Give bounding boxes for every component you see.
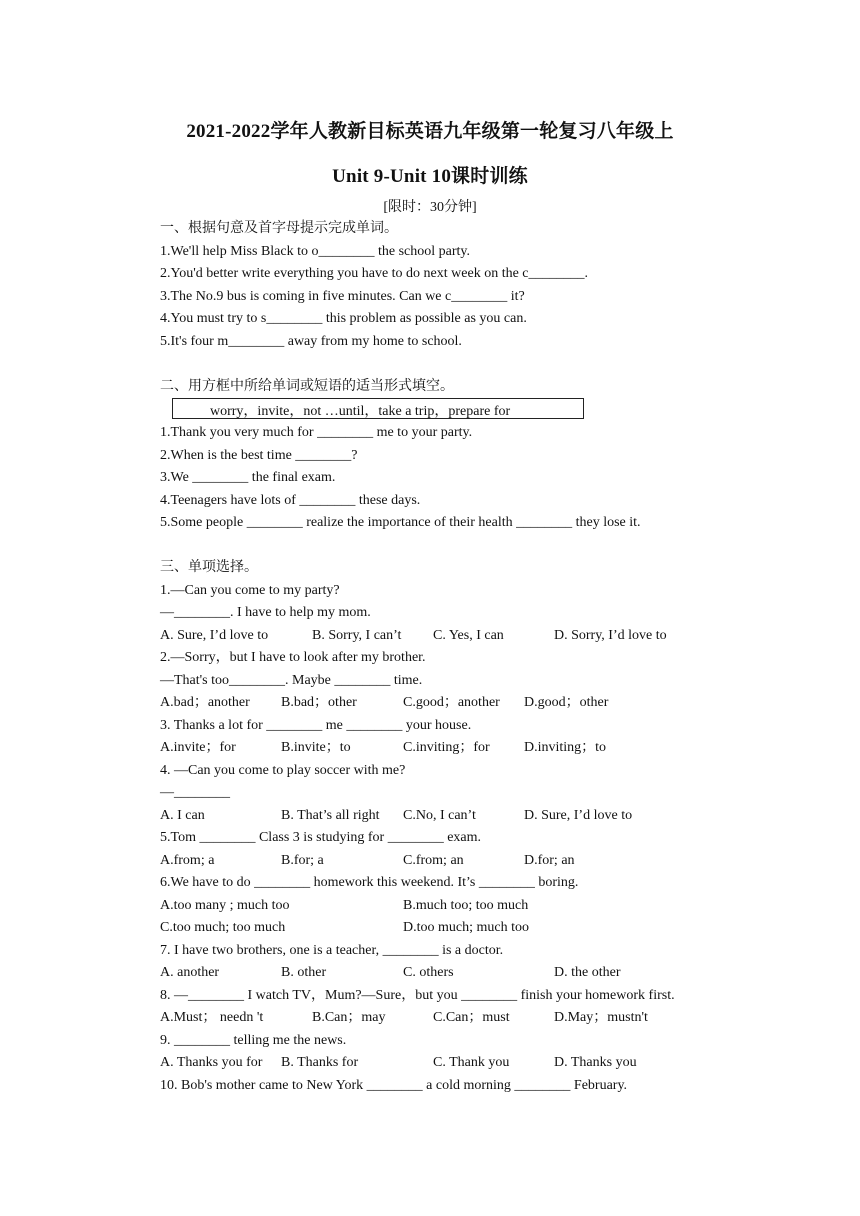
option-a: A.bad；another — [160, 695, 250, 710]
question-4-stem: 4. —Can you come to play soccer with me? — [160, 763, 406, 778]
option-c: C.inviting；for — [403, 740, 490, 755]
option-c: C.Can；must — [433, 1010, 510, 1025]
option-b: B.Can；may — [312, 1010, 386, 1025]
option-d: D.good；other — [524, 695, 609, 710]
question-10-stem: 10. Bob's mother came to New York ________ a cold morning ________ February. — [160, 1078, 628, 1093]
question-1-reply: —________. I have to help my mom. — [160, 605, 371, 620]
question-6-stem: 6.We have to do ________ homework this weekend. It’s ________ boring. — [160, 875, 579, 890]
option-d: D.May；mustn't — [554, 1010, 648, 1025]
option-d: D. Thanks you — [554, 1055, 637, 1070]
option-c: C.good；another — [403, 695, 500, 710]
option-a: A.Must； needn 't — [160, 1010, 264, 1025]
section1-heading: 一、根据句意及首字母提示完成单词。 — [160, 221, 398, 236]
option-c: C.No, I can’t — [403, 808, 476, 823]
question-3-stem: 3. Thanks a lot for ________ me ________ your house. — [160, 718, 472, 733]
section2-item-5: 5.Some people ________ realize the importance of their health ________ they lose it. — [160, 515, 641, 530]
option-c: C. Thank you — [433, 1055, 510, 1070]
option-d: D. Sure, I’d love to — [524, 808, 633, 823]
section2-item-3: 3.We ________ the final exam. — [160, 470, 336, 485]
section1-item-3: 3.The No.9 bus is coming in five minutes. Can we c________ it? — [160, 289, 525, 304]
option-d: D.inviting；to — [524, 740, 607, 755]
option-a: A. Sure, I’d love to — [160, 628, 269, 643]
option-b: B.invite；to — [281, 740, 351, 755]
page-subtitle: Unit 9-Unit 10课时训练 — [332, 166, 528, 187]
option-c: C.too much; too much — [160, 920, 286, 935]
word-box-text: worry，invite，not …until，take a trip，prepare for — [210, 404, 511, 419]
option-b: B.for; a — [281, 853, 324, 868]
question-2-reply: —That's too________. Maybe ________ time. — [160, 673, 423, 688]
option-b: B.much too; too much — [403, 898, 529, 913]
question-8-stem: 8. —________ I watch TV，Mum?—Sure，but you ________ finish your homework first. — [160, 988, 675, 1003]
section1-item-1: 1.We'll help Miss Black to o________ the school party. — [160, 244, 471, 259]
question-4-reply: —________ — [160, 785, 230, 800]
option-a: A. another — [160, 965, 220, 980]
option-c: C. others — [403, 965, 454, 980]
question-7-stem: 7. I have two brothers, one is a teacher, ________ is a doctor. — [160, 943, 504, 958]
option-b: B. That’s all right — [281, 808, 380, 823]
option-b: B.bad；other — [281, 695, 357, 710]
option-a: A.from; a — [160, 853, 215, 868]
question-9-stem: 9. ________ telling me the news. — [160, 1033, 347, 1048]
option-c: C.from; an — [403, 853, 464, 868]
option-a: A.invite；for — [160, 740, 236, 755]
question-1-stem: 1.—Can you come to my party? — [160, 583, 340, 598]
option-c: C. Yes, I can — [433, 628, 504, 643]
word-box — [172, 398, 584, 419]
section1-item-4: 4.You must try to s________ this problem as possible as you can. — [160, 311, 527, 326]
section2-item-2: 2.When is the best time ________? — [160, 448, 358, 463]
question-2-stem: 2.—Sorry，but I have to look after my brother. — [160, 650, 426, 665]
option-b: B. other — [281, 965, 327, 980]
option-a: A. I can — [160, 808, 205, 823]
option-d: D.for; an — [524, 853, 575, 868]
section1-item-5: 5.It's four m________ away from my home to school. — [160, 334, 462, 349]
option-b: B. Sorry, I can’t — [312, 628, 402, 643]
option-b: B. Thanks for — [281, 1055, 359, 1070]
option-a: A.too many ; much too — [160, 898, 290, 913]
section2-item-1: 1.Thank you very much for ________ me to your party. — [160, 425, 473, 440]
option-d: D. Sorry, I’d love to — [554, 628, 667, 643]
option-a: A. Thanks you for — [160, 1055, 263, 1070]
page-title: 2021-2022学年人教新目标英语九年级第一轮复习八年级上 — [186, 121, 674, 142]
section2-item-4: 4.Teenagers have lots of ________ these days. — [160, 493, 421, 508]
section3-heading: 三、单项选择。 — [160, 560, 258, 575]
option-d: D. the other — [554, 965, 621, 980]
question-5-stem: 5.Tom ________ Class 3 is studying for ________ exam. — [160, 830, 482, 845]
section1-item-2: 2.You'd better write everything you have to do next week on the c________. — [160, 266, 589, 281]
time-limit: [限时：30分钟] — [383, 200, 477, 215]
option-d: D.too much; much too — [403, 920, 529, 935]
section2-heading: 二、用方框中所给单词或短语的适当形式填空。 — [160, 379, 454, 394]
